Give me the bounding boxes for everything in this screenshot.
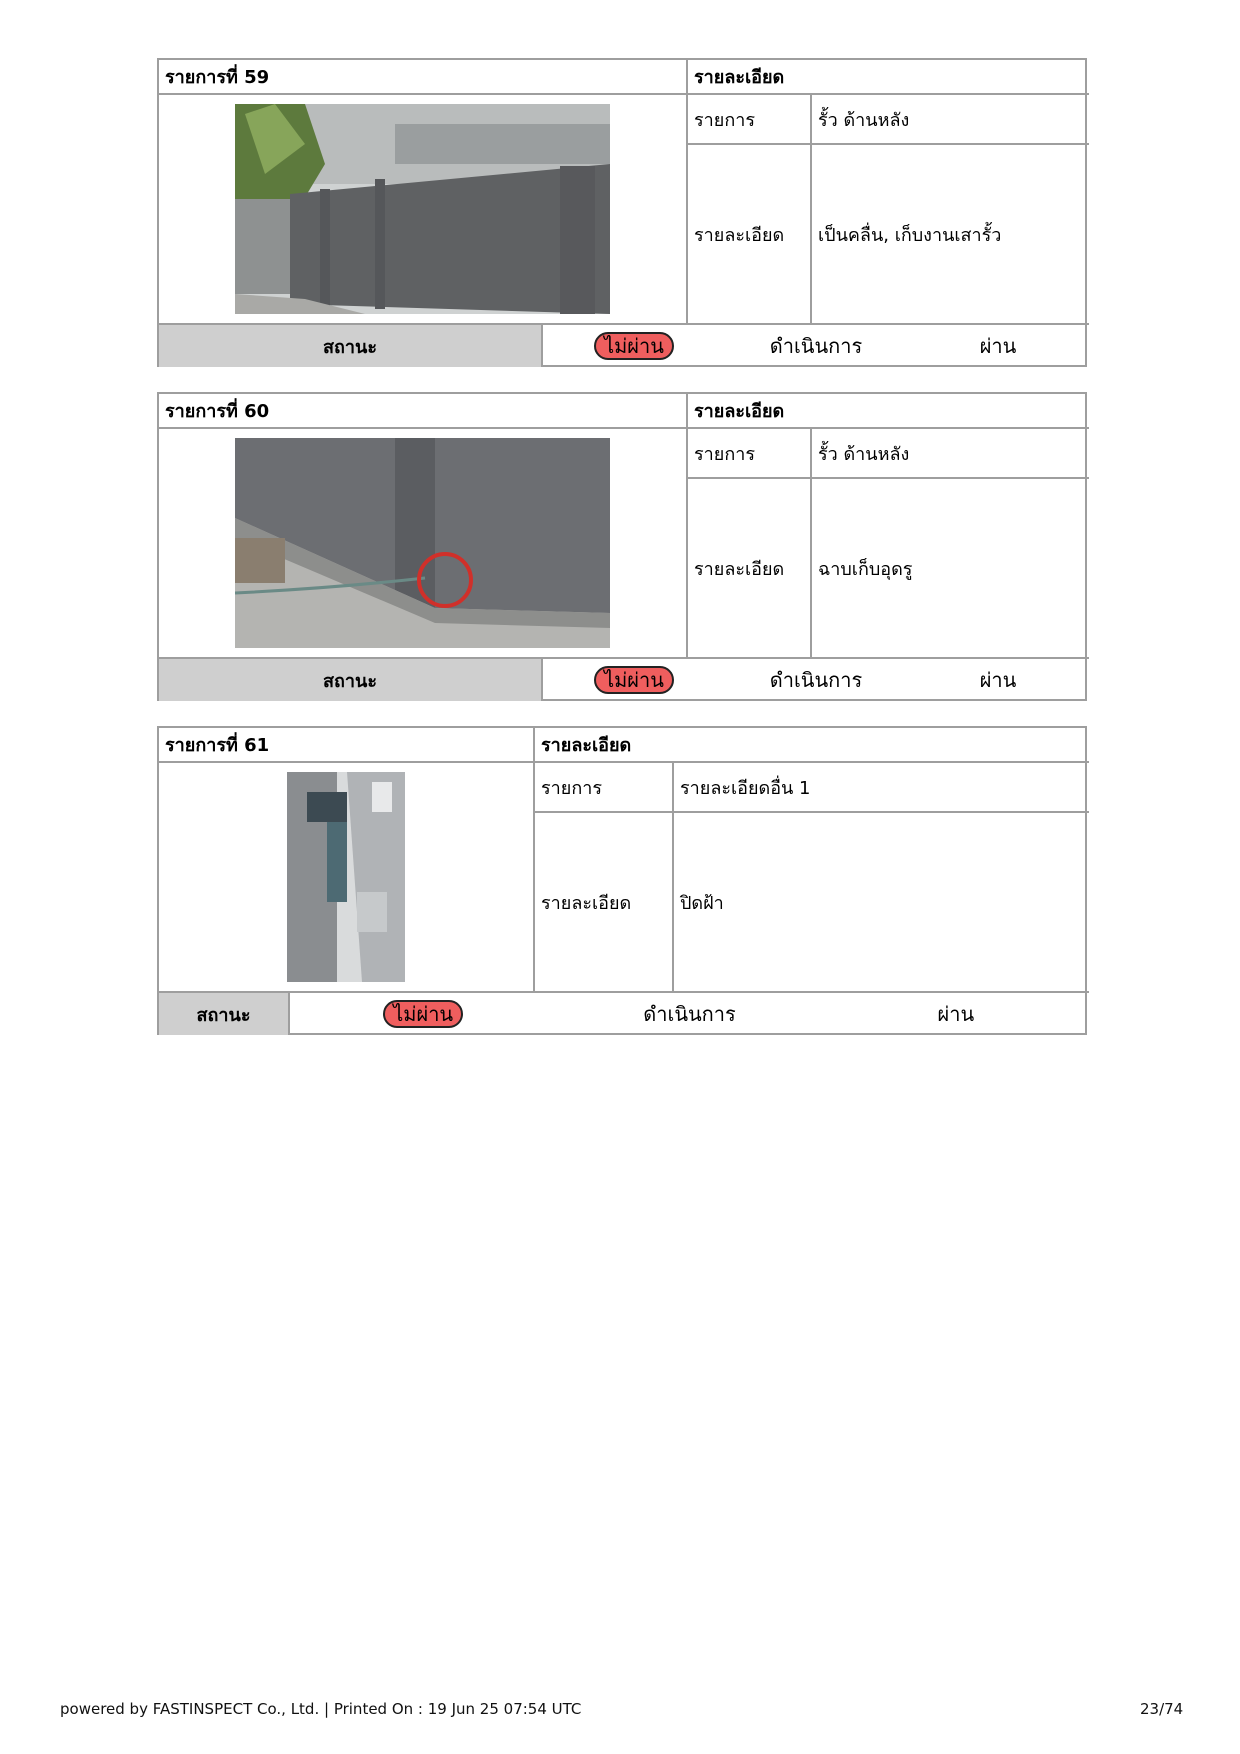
row-value: รั้ว ด้านหลัง bbox=[811, 94, 1089, 144]
status-label: สถานะ bbox=[159, 992, 289, 1035]
inspection-item-59 bbox=[157, 58, 1087, 367]
photo-cell bbox=[159, 428, 687, 658]
item-photo[interactable] bbox=[287, 772, 405, 982]
status-option-fail[interactable]: ไม่ผ่าน bbox=[383, 1000, 463, 1028]
status-option-pass[interactable]: ผ่าน bbox=[937, 1002, 975, 1026]
status-option-in-progress[interactable]: ดำเนินการ bbox=[769, 668, 863, 692]
inspection-item-61 bbox=[157, 726, 1087, 1035]
status-label: สถานะ bbox=[159, 658, 542, 701]
row-value: ปิดฝ้า bbox=[673, 812, 1089, 992]
status-options bbox=[542, 658, 1089, 701]
status-options bbox=[289, 992, 1089, 1035]
inspection-item-60 bbox=[157, 392, 1087, 701]
status-option-fail[interactable]: ไม่ผ่าน bbox=[594, 332, 674, 360]
row-value: รายละเอียดอื่น 1 bbox=[673, 762, 1089, 812]
photo-cell bbox=[159, 762, 534, 992]
footer-credit: powered by FASTINSPECT Co., Ltd. | Printed On : 19 Jun 25 07:54 UTC bbox=[60, 1700, 582, 1718]
row-label: รายการ bbox=[687, 94, 811, 144]
status-option-pass[interactable]: ผ่าน bbox=[979, 334, 1017, 358]
photo-cell bbox=[159, 94, 687, 324]
status-label: สถานะ bbox=[159, 324, 542, 367]
row-label: รายละเอียด bbox=[534, 812, 673, 992]
item-photo[interactable] bbox=[235, 438, 610, 648]
row-label: รายละเอียด bbox=[687, 144, 811, 324]
status-option-pass[interactable]: ผ่าน bbox=[979, 668, 1017, 692]
detail-header: รายละเอียด bbox=[687, 394, 1089, 428]
item-title: รายการที่ 61 bbox=[159, 728, 534, 762]
item-title: รายการที่ 60 bbox=[159, 394, 687, 428]
detail-header: รายละเอียด bbox=[687, 60, 1089, 94]
item-photo[interactable] bbox=[235, 104, 610, 314]
status-options bbox=[542, 324, 1089, 367]
status-option-fail[interactable]: ไม่ผ่าน bbox=[594, 666, 674, 694]
row-label: รายละเอียด bbox=[687, 478, 811, 658]
row-value: รั้ว ด้านหลัง bbox=[811, 428, 1089, 478]
row-value: เป็นคลื่น, เก็บงานเสารั้ว bbox=[811, 144, 1089, 324]
detail-header: รายละเอียด bbox=[534, 728, 1089, 762]
row-label: รายการ bbox=[534, 762, 673, 812]
status-option-in-progress[interactable]: ดำเนินการ bbox=[769, 334, 863, 358]
row-value: ฉาบเก็บอุดรู bbox=[811, 478, 1089, 658]
row-label: รายการ bbox=[687, 428, 811, 478]
page-number: 23/74 bbox=[1140, 1700, 1184, 1718]
item-title: รายการที่ 59 bbox=[159, 60, 687, 94]
status-option-in-progress[interactable]: ดำเนินการ bbox=[643, 1002, 736, 1026]
